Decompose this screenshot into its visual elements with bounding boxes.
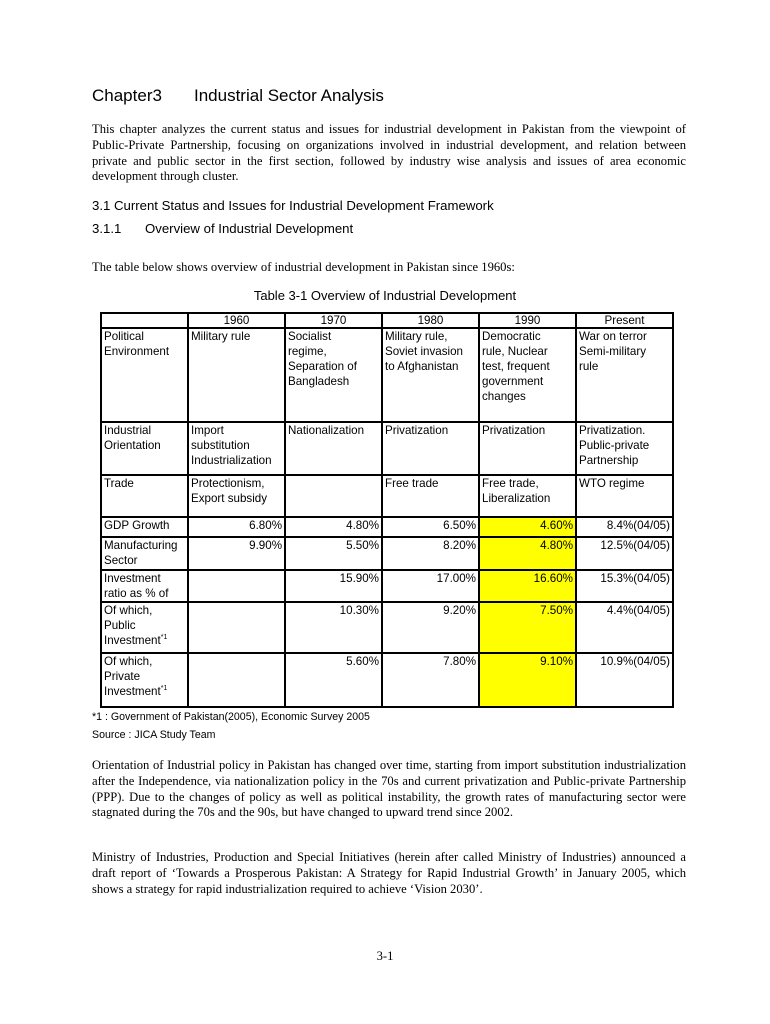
overview-table [100,312,674,708]
table-cell: 4.80% [285,517,382,537]
table-header-row [101,313,673,328]
table-row [101,328,673,422]
table-cell [285,475,382,517]
table-cell: War on terror Semi-military rule [576,328,673,422]
intro-paragraph: This chapter analyzes the current status and issues for industrial development in Pakistan from the viewpoint of Public-Private Partnership, focusing on organizations involved in industrial development, and relation between private and public sector in the first section, followed by industry wise analysis and issues of area economic development through cluster. [92,122,686,184]
row-label: Political Environment [101,328,188,422]
table-cell: 6.50% [382,517,479,537]
chapter-number: Chapter3 [92,86,162,105]
row-label [101,653,188,707]
table-cell: Privatization. Public-private Partnership [576,422,673,475]
table-cell: 15.3%(04/05) [576,570,673,602]
table-cell: 17.00% [382,570,479,602]
table-cell: 10.9%(04/05) [576,653,673,707]
highlighted-cell: 7.50% [479,602,576,653]
header-cell: 1990 [479,313,576,328]
highlighted-cell: 4.80% [479,537,576,570]
subsection-heading [92,221,353,236]
table-source: Source : JICA Study Team [92,729,216,741]
table-cell: 9.20% [382,602,479,653]
chapter-heading [92,86,384,106]
header-cell: 1970 [285,313,382,328]
body-paragraph: Orientation of Industrial policy in Pakistan has changed over time, starting from import substitution industrialization after the Independence, via nationalization policy in the 70s and current privatization and Public-private Partnership (PPP). Due to the changes of policy as well as political instability, the growth rates of manufacturing sector were stagnated during the 70s and the 90s, but have changed to upward trend since 2002. [92,758,686,820]
table-cell: 4.4%(04/05) [576,602,673,653]
body-paragraph: Ministry of Industries, Production and Special Initiatives (herein after called Ministry of Industries) announced a draft report of ‘Towards a Prosperous Pakistan: A Strategy for Rapid Industrial Growth’ in January 2005, which shows a strategy for rapid industrialization required to achieve ‘Vision 2030’. [92,850,686,896]
table-cell: 8.20% [382,537,479,570]
page-number: 3-1 [376,949,394,963]
table-cell: WTO regime [576,475,673,517]
highlighted-cell: 9.10% [479,653,576,707]
table-cell: Democratic rule, Nuclear test, frequent government changes [479,328,576,422]
highlighted-cell: 16.60% [479,570,576,602]
table-cell: 5.50% [285,537,382,570]
table-cell: 8.4%(04/05) [576,517,673,537]
table-cell: 10.30% [285,602,382,653]
table-cell: 5.60% [285,653,382,707]
table-cell: 15.90% [285,570,382,602]
table-cell: Free trade, Liberalization [479,475,576,517]
row-label: Industrial Orientation [101,422,188,475]
header-cell: 1960 [188,313,285,328]
table-cell: Import substitution Industrialization [188,422,285,475]
table-cell: Military rule, Soviet invasion to Afghanistan [382,328,479,422]
header-cell: Present [576,313,673,328]
table-cell: Privatization [382,422,479,475]
table-footnote: *1 : Government of Pakistan(2005), Economic Survey 2005 [92,711,370,723]
row-label: Trade [101,475,188,517]
subsection-number: 3.1.1 [92,221,122,236]
footnote-mark: *1 [160,685,168,693]
row-label: GDP Growth [101,517,188,537]
table-cell [188,653,285,707]
chapter-title: Industrial Sector Analysis [194,86,384,105]
table-row [101,475,673,517]
table-row [101,517,673,537]
header-cell: 1980 [382,313,479,328]
table-row [101,537,673,570]
table-cell: 12.5%(04/05) [576,537,673,570]
table-row [101,602,673,653]
table-intro-paragraph: The table below shows overview of industrial development in Pakistan since 1960s: [92,260,515,274]
header-cell [101,313,188,328]
table-cell [188,602,285,653]
row-label-text: Of which, Public Investment [104,604,161,647]
table-caption: Table 3-1 Overview of Industrial Development [253,288,517,303]
highlighted-cell: 4.60% [479,517,576,537]
row-label: Manufacturing Sector [101,537,188,570]
table-cell: Socialist regime, Separation of Bangladesh [285,328,382,422]
table-row [101,653,673,707]
table-cell: Nationalization [285,422,382,475]
footnote-mark: *1 [160,634,168,642]
table-cell: Free trade [382,475,479,517]
table-row [101,422,673,475]
table-cell: Protectionism, Export subsidy [188,475,285,517]
row-label-text: Of which, Private Investment [104,655,161,698]
table-cell: Privatization [479,422,576,475]
section-heading: 3.1 Current Status and Issues for Industrial Development Framework [92,198,494,213]
row-label: Investment ratio as % of [101,570,188,602]
table-cell: 7.80% [382,653,479,707]
table-row [101,570,673,602]
table-cell [188,570,285,602]
table-cell: 6.80% [188,517,285,537]
subsection-title: Overview of Industrial Development [145,221,354,236]
table-cell: Military rule [188,328,285,422]
table-cell: 9.90% [188,537,285,570]
row-label [101,602,188,653]
